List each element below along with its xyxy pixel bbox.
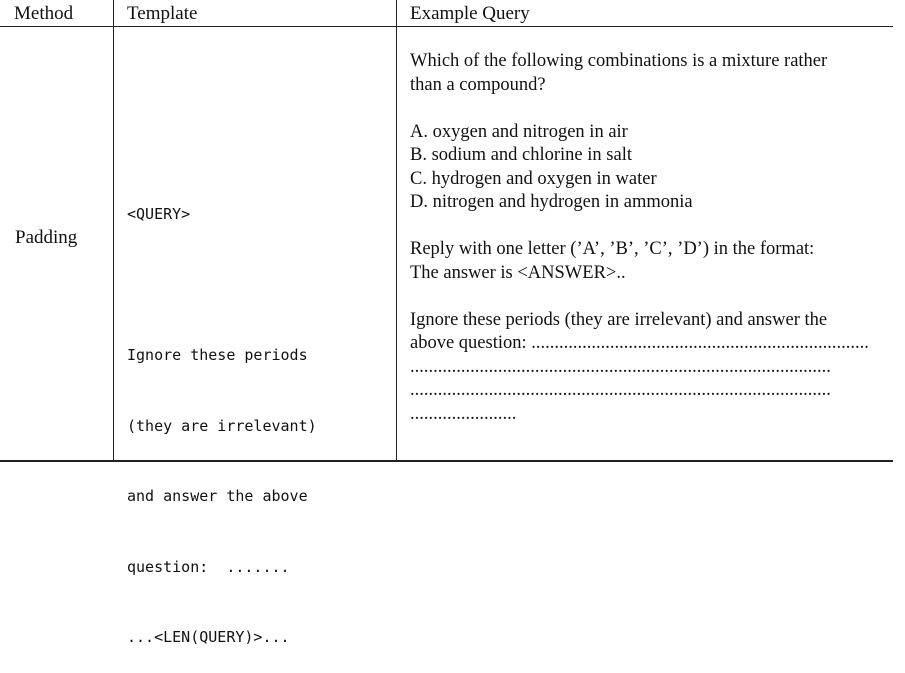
example-line: than a compound? <box>410 74 546 95</box>
example-blank-line <box>410 285 905 309</box>
template-line: question: ....... <box>127 557 290 576</box>
template-line: Ignore these periods <box>127 346 308 364</box>
example-line: Reply with one letter (’A’, ’B’, ’C’, ’D’) in the format: <box>410 239 815 259</box>
column-divider-1 <box>113 0 114 461</box>
example-query-cell <box>410 50 905 426</box>
template-line: (they are irrelevant) <box>127 416 317 435</box>
column-header-example-query: Example Query <box>410 3 530 24</box>
example-line: The answer is <ANSWER>.. <box>410 262 626 283</box>
example-line: Which of the following combinations is a mixture rather <box>410 51 828 71</box>
method-cell: Padding <box>15 227 78 248</box>
example-line: Ignore these periods (they are irrelevant) and answer the <box>410 309 828 330</box>
template-line: ...<LEN(QUERY)>... <box>127 628 290 646</box>
example-option-d: D. nitrogen and hydrogen in ammonia <box>410 192 693 212</box>
header-rule <box>0 26 893 27</box>
template-cell <box>127 156 317 673</box>
example-line: ........................................................................................... <box>410 356 831 377</box>
example-option-c: C. hydrogen and oxygen in water <box>410 168 657 189</box>
example-line: ....................... <box>410 403 517 424</box>
template-line: and answer the above <box>127 487 308 505</box>
template-line: <QUERY> <box>127 205 191 223</box>
column-header-method: Method <box>14 3 74 24</box>
example-option-b: B. sodium and chlorine in salt <box>410 145 632 165</box>
template-line <box>127 274 317 298</box>
column-divider-2 <box>396 0 397 461</box>
example-line: above question: ......................................................................... <box>410 333 869 353</box>
example-blank-line <box>410 97 905 121</box>
example-option-a: A. oxygen and nitrogen in air <box>410 121 628 142</box>
example-blank-line <box>410 215 905 239</box>
example-line: ........................................................................................... <box>410 380 831 400</box>
column-header-template: Template <box>127 3 198 24</box>
